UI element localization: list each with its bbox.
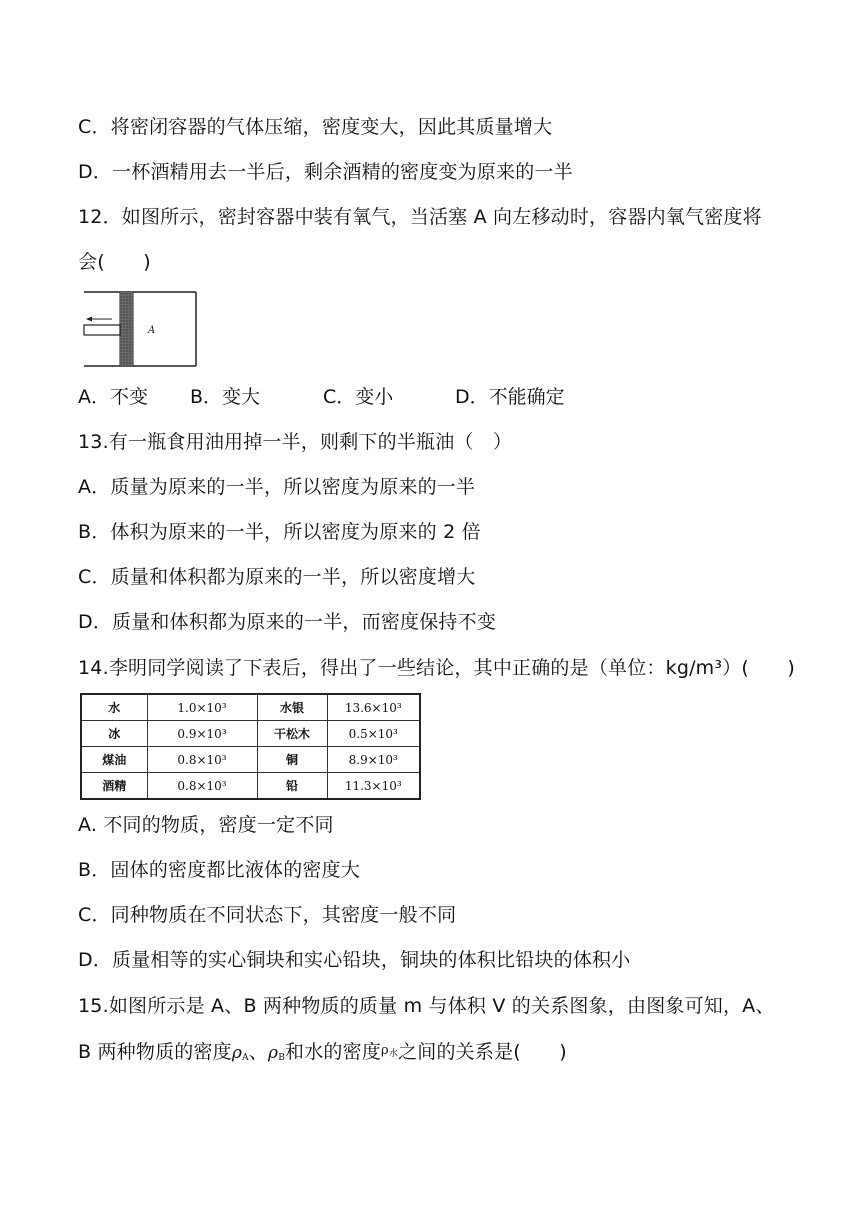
q15-stem: 15.如图所示是 A、B 两种物质的质量 m 与体积 V 的关系图象，由图象可知，A、 xyxy=(78,995,775,1017)
rho-a-symbol xyxy=(232,1043,249,1063)
q13-option-c: C．质量和体积都为原来的一半，所以密度增大 xyxy=(78,566,476,588)
table-row xyxy=(81,773,420,800)
q15-text-2: 、 xyxy=(248,1041,268,1063)
table-cell: 铅 xyxy=(257,773,327,800)
q12-option-b: B．变大 xyxy=(190,386,261,408)
rho-glyph: ρ xyxy=(231,1043,243,1063)
rho-glyph: ρ xyxy=(381,1043,389,1058)
table-cell: 13.6×10³ xyxy=(327,694,420,721)
rho-water-symbol xyxy=(381,1043,398,1058)
table-cell: 11.3×10³ xyxy=(327,773,420,800)
table-cell: 0.9×10³ xyxy=(147,721,257,747)
q15-text-3: 和水的密度 xyxy=(285,1041,382,1063)
q15-stem-cont xyxy=(78,1038,567,1071)
table-row xyxy=(81,694,420,721)
q14-option-a: A. 不同的物质，密度一定不同 xyxy=(78,814,334,836)
table-row xyxy=(81,747,420,773)
q13-option-b: B．体积为原来的一半，所以密度为原来的 2 倍 xyxy=(78,521,481,543)
table-cell: 干松木 xyxy=(257,721,327,747)
rho-glyph: ρ xyxy=(267,1043,279,1063)
rho-subscript-b: B xyxy=(278,1053,286,1063)
q11-option-c: C．将密闭容器的气体压缩，密度变大，因此其质量增大 xyxy=(78,116,553,138)
table-cell: 0.8×10³ xyxy=(147,747,257,773)
table-cell: 水 xyxy=(81,694,147,721)
arrow-left-icon xyxy=(86,317,92,322)
q12-stem-cont: 会( ) xyxy=(78,251,151,273)
piston-container-figure xyxy=(78,290,202,370)
q11-option-d: D．一杯酒精用去一半后，剩余酒精的密度变为原来的一半 xyxy=(78,161,573,183)
q12-stem: 12．如图所示，密封容器中装有氧气，当活塞 A 向左移动时，容器内氧气密度将 xyxy=(78,206,762,228)
q12-option-c: C．变小 xyxy=(323,386,394,408)
table-cell: 酒精 xyxy=(81,773,147,800)
q14-option-b: B．固体的密度都比液体的密度大 xyxy=(78,859,361,881)
table-cell: 铜 xyxy=(257,747,327,773)
table-cell: 煤油 xyxy=(81,747,147,773)
table-cell: 8.9×10³ xyxy=(327,747,420,773)
rho-b-symbol xyxy=(268,1043,285,1063)
density-table xyxy=(80,693,421,800)
q13-option-a: A．质量为原来的一半，所以密度为原来的一半 xyxy=(78,476,476,498)
q14-stem: 14.李明同学阅读了下表后，得出了一些结论，其中正确的是（单位：kg/m³）( ) xyxy=(78,657,796,679)
q15-text-4: 之间的关系是( ) xyxy=(398,1041,567,1063)
table-cell: 0.5×10³ xyxy=(327,721,420,747)
table-cell: 0.8×10³ xyxy=(147,773,257,800)
q13-stem: 13.有一瓶食用油用掉一半，则剩下的半瓶油（ ） xyxy=(78,431,513,453)
table-cell: 1.0×10³ xyxy=(147,694,257,721)
table-cell: 水银 xyxy=(257,694,327,721)
rho-subscript-a: A xyxy=(242,1053,249,1063)
piston-rod xyxy=(84,325,120,335)
q12-option-a: A．不变 xyxy=(78,386,148,408)
q14-option-c: C．同种物质在不同状态下，其密度一般不同 xyxy=(78,904,457,926)
q12-option-d: D．不能确定 xyxy=(455,386,565,408)
table-row xyxy=(81,721,420,747)
piston-label: A xyxy=(148,325,156,336)
q15-text-1: B 两种物质的密度 xyxy=(78,1041,232,1063)
piston-texture xyxy=(120,292,133,366)
q14-option-d: D．质量相等的实心铜块和实心铅块，铜块的体积比铅块的体积小 xyxy=(78,949,631,971)
q13-option-d: D．质量和体积都为原来的一半，而密度保持不变 xyxy=(78,611,497,633)
rho-subscript-water: 水 xyxy=(388,1049,399,1059)
table-cell: 冰 xyxy=(81,721,147,747)
